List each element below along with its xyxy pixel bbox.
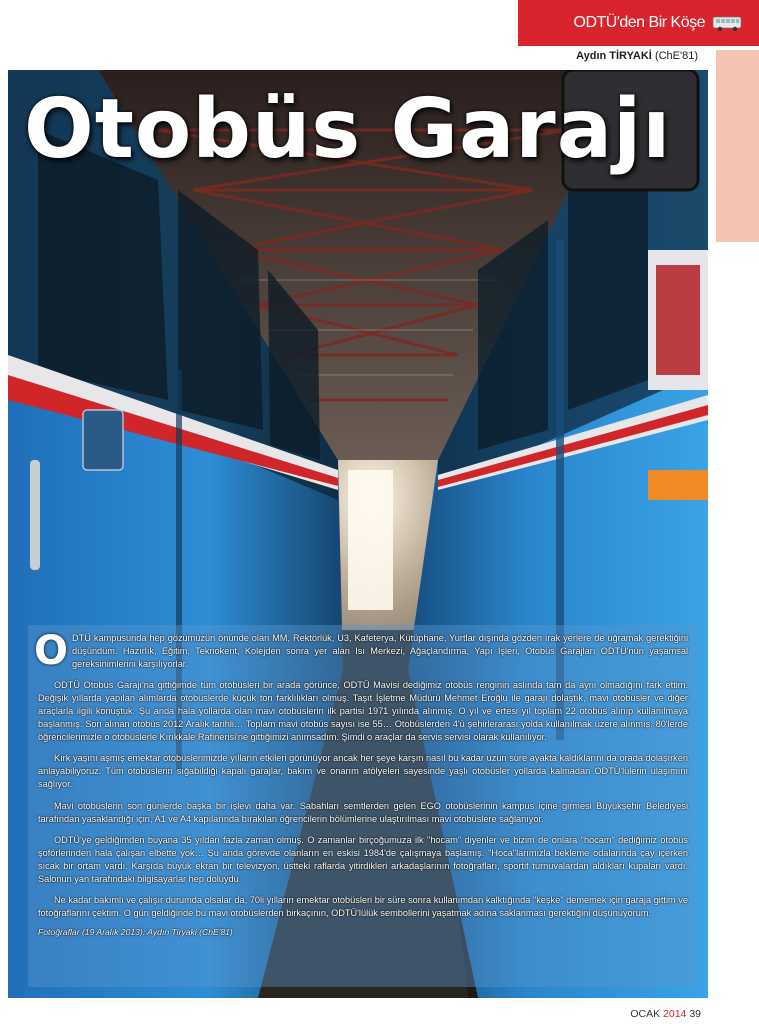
article-paragraph bbox=[34, 628, 688, 674]
article-paragraph: ODTÜ Otobüs Garajı'na gittiğimde tüm otobüsleri bir arada görünce, ODTÜ Mavisi dediğimiz otobüs renginin aslında tam da aynı olmadığını fark ettim. Değişik yıllarda yapılan alımlarda otobüslerde küçük ton farklılıkları olmuş. Taşıt İşletme Müdürü Mehmet Eroğlu ile garajı dolaştık, mavi otobüsler ve diğer araçlarla ilgili konuştuk. Şu anda hala yollarda olan mavi otobüslerin ilk partisi 1971 yılında alınmış. O yıl ve ertesi yıl toplam 22 otobüs alınıp kullanılmaya başlanmış. Son alınan otobüs 2012 Aralık tarihli… Toplam mavi otobüs sayısı ise 55… Otobüslerden 4'ü şehirlerarası yolda kullanılmak üzere alınmış. 80'lerde öğrencilerimizle o otobüslerle Kırıkkale Rafinerisi'ne gittiğimizi anımsadım. Şimdi o araçlar da servis servisi olarak kullanılıyor. bbox=[38, 680, 688, 743]
article-paragraph: Kırk yaşını aşmış emektar otobüslerimizde yılların etkileri görünüyor ancak her şeye karşın nasıl bu kadar uzun süre ayakta kaldıklarını da orada dolaşırken anlayabiliyoruz. Tüm otobüslerin sığabildiği kapalı garajlar, bakım ve onarım atölyeleri sayesinde yaşlı otobüsler yollarda kalmadan ODTÜ'lülerin ulaşımını sağlıyor. bbox=[38, 753, 688, 790]
article-paragraph: Mavi otobüslerin son günlerde başka bir işlevi daha var. Sabahları semtlerden gelen EGO otobüslerinin kampus içine girmesi Büyükşehir Belediyesi tarafından yasaklandığı için, A1 ve A4 kapılarında bırakılan öğrencilerin bölümlerine ulaştırılması mavi otobüslere sağlanıyor. bbox=[38, 800, 688, 824]
article-paragraph: ODTÜ'ye geldiğimden buyana 35 yıldan fazla zaman olmuş. O zamanlar birçoğumuza ilk "hocam" diyenler ve bizim de onlara "hocam" dediğimiz otobüs şoförlerinden hala çalışan elbette yok… Şu anda görevde olanların en eskisi 1984'de çalışmaya başlamış. "Hoca"larımızla bekleme odalarında çay içerken sıcak bir ortam vardı. Karşıda büyük ekran bir televizyon, üstteki raflarda yitirdikleri arkadaşlarının fotoğrafları, sportif turnuvalardan aldıkları kupaları vardı. Salonun yan tarafındaki bilgisayarlar hep doluydu. bbox=[38, 834, 688, 884]
bus-icon bbox=[711, 13, 745, 33]
paragraph-text: DTÜ kampusunda hep gözümüzün önünde olan MM, Rektörlük, U3, Kafeterya, Kütüphane, Yurtlar dışında gözden ırak yerlere de uğramak gerektiğini düşündüm. Hazırlık, Eğitim, Teknokent, Kolejden sonra yer alan Isı Merkezi, Ağaçlandırma, Yapı İşleri, Otobüs Garajları ODTÜ'nün yaşamsal gereksinimlerini karşılıyorlar. bbox=[72, 633, 688, 670]
article-paragraph: Ne kadar bakımlı ve çalışır durumda olsalar da, 70li yılların emektar otobüsleri bir süre sonra kullanımdan kalktığında "keşke" dememek için garaja gittim ve fotoğraflarını çektim. O gün geldiğinde bu mavi otobüslerden birkaçının, ODTÜ'lülük sembollerini yaşatmak adına saklanması gerektiğini düşünüyorum. bbox=[38, 894, 688, 918]
footer-year: 2014 bbox=[663, 1008, 687, 1020]
section-label: ODTÜ'den Bir Köşe bbox=[573, 14, 705, 31]
footer-month: OCAK bbox=[630, 1008, 661, 1020]
article-title: Otobüs Garajı bbox=[24, 82, 672, 177]
author-affiliation: (ChE'81) bbox=[654, 50, 698, 62]
section-banner bbox=[518, 0, 759, 46]
author-name: Aydın TİRYAKİ bbox=[576, 50, 652, 62]
photo-credit: Fotoğraflar (19 Aralık 2013): Aydın Tiryaki (ChE'81) bbox=[38, 926, 233, 937]
byline bbox=[430, 50, 698, 62]
side-tab bbox=[716, 50, 759, 242]
page-footer bbox=[630, 1008, 701, 1020]
page-number: 39 bbox=[689, 1008, 701, 1020]
article-body bbox=[34, 628, 688, 939]
drop-cap: O bbox=[34, 628, 69, 674]
